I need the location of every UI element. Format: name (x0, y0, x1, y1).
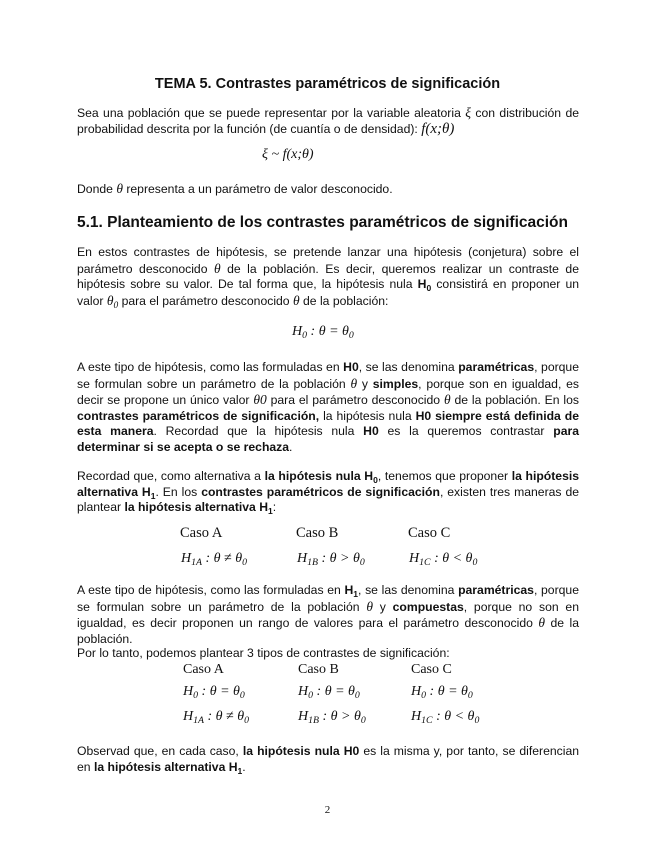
case-b-heading: Caso B (296, 525, 339, 541)
section-heading: 5.1. Planteamiento de los contrastes paramétricos de significación (77, 214, 568, 231)
case-a-heading: Caso A (180, 525, 223, 541)
parametricas-simples-paragraph: A este tipo de hipótesis, como las formuladas en H0, se las denomina paramétricas, porque se formulan sobre un parámetro de la población θ y simples, porque son en igualdad, es decir se propone un único valor θ0 para el parámetro desconocido θ de la población. En los contrastes paramétricos de significación, la hipótesis nula H0 siempre está definida de esta manera. Recordad que la hipótesis nula H0 es la queremos contrastar para determinar si se acepta o se rechaza. (77, 360, 580, 454)
case2-a-heading: Caso A (183, 662, 224, 677)
case2-a-h0: $H_0$ : $\theta = \theta_0$ (183, 684, 245, 701)
donde-paragraph: Donde θ representa a un parámetro de valor desconocido. (77, 181, 393, 196)
h1a-formula: $H_{1A}$ : $\theta \ne \theta_0$ (181, 551, 248, 568)
density-function: f(x;θ) (421, 120, 455, 137)
distribution-formula: ξ ~ f(x;θ) (262, 147, 314, 162)
page-number: 2 (324, 804, 331, 816)
h0-formula: $H_0$ : $\theta = \theta_0$ (292, 324, 354, 341)
planteamiento-paragraph: En estos contrastes de hipótesis, se pretende lanzar una hipótesis (conjetura) sobre el parámetro desconocido θ de la población. Es decir, queremos realizar un contraste de hipótesis sobre su valor. De tal forma que, la hipótesis nula $H_0$ consistirá en proponer un valor $\theta_0$ para el parámetro desconocido θ de la población: (77, 245, 580, 311)
xi-symbol: ξ (465, 105, 472, 120)
case2-b-h1: $H_{1B}$ : $\theta > \theta_0$ (298, 709, 366, 726)
tipos-paragraph: Por lo tanto, podemos plantear 3 tipos de contrastes de significación: (77, 646, 450, 660)
case2-c-h0: $H_0$ : $\theta = \theta_0$ (411, 684, 473, 701)
case2-b-heading: Caso B (298, 662, 339, 677)
case2-c-h1: $H_{1C}$ : $\theta < \theta_0$ (411, 709, 480, 726)
observad-paragraph: Observad que, en cada caso, la hipótesis nula H0 es la misma y, por tanto, se diferencian en la hipótesis alternativa $H_1$. (77, 744, 580, 776)
case2-c-heading: Caso C (411, 662, 452, 677)
intro-paragraph: Sea una población que se puede representar por la variable aleatoria ξ con distribución de probabilidad descrita por la función (de cuantía o de densidad): f(x;θ) (77, 105, 579, 137)
page-title: TEMA 5. Contrastes paramétricos de significación (154, 76, 501, 92)
case2-a-h1: $H_{1A}$ : $\theta \ne \theta_0$ (183, 709, 250, 726)
case2-b-h0: $H_0$ : $\theta = \theta_0$ (298, 684, 360, 701)
h1b-formula: $H_{1B}$ : $\theta > \theta_0$ (297, 551, 365, 568)
parametricas-compuestas-paragraph: A este tipo de hipótesis, como las formuladas en $H_1$, se las denomina paramétricas, porque se formulan sobre un parámetro de la población θ y compuestas, porque no son en igualdad, es decir proponen un rango de valores para el parámetro desconocido θ de la población. (77, 583, 579, 646)
alternativa-paragraph: Recordad que, como alternativa a la hipótesis nula $H_0$, tenemos que proponer la hipótesis alternativa $H_1$. En los contrastes paramétricos de significación, existen tres maneras de plantear la hipótesis alternativa $H_1$: (77, 469, 580, 517)
h1c-formula: $H_{1C}$ : $\theta < \theta_0$ (409, 551, 478, 568)
case-c-heading: Caso C (408, 525, 451, 541)
